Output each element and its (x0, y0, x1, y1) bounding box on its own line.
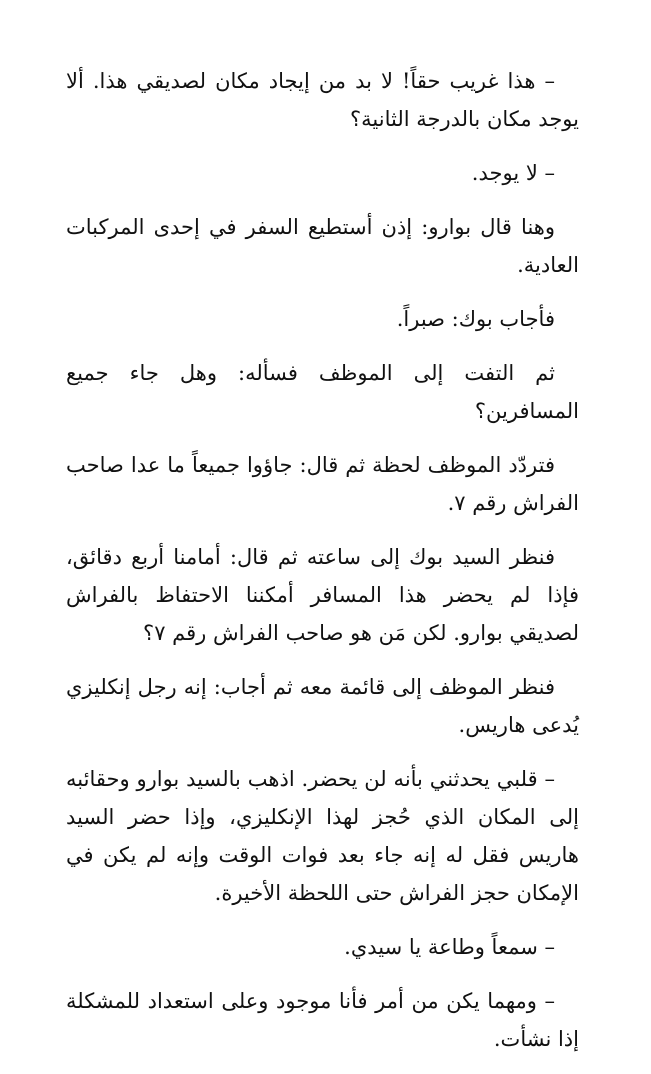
paragraph-2: – لا يوجد. (471, 161, 555, 185)
paragraph-5: ثم التفت إلى الموظف فسأله: وهل جاء جميع المسافرين؟ (66, 361, 579, 423)
paragraph-6: فتردّد الموظف لحظة ثم قال: جاؤوا جميعاً ما عدا صاحب الفراش رقم ٧. (66, 453, 579, 515)
paragraph-8: فنظر الموظف إلى قائمة معه ثم أجاب: إنه رجل إنكليزي يُدعى هاريس. (66, 675, 579, 737)
paragraph-3: وهنا قال بوارو: إذن أستطيع السفر في إحدى المركبات العادية. (66, 215, 579, 277)
paragraph-10: – سمعاً وطاعة يا سيدي. (344, 935, 555, 959)
paragraph-11: – ومهما يكن من أمر فأنا موجود وعلى استعداد للمشكلة إذا نشأت. (66, 989, 579, 1051)
paragraph-1: – هذا غريب حقاً! لا بد من إيجاد مكان لصديقي هذا. ألا يوجد مكان بالدرجة الثانية؟ (66, 69, 579, 131)
paragraph-7: فنظر السيد بوك إلى ساعته ثم قال: أمامنا أربع دقائق، فإذا لم يحضر هذا المسافر أمكننا الاحتفاظ بالفراش لصديقي بوارو. لكن مَن هو صاحب الفراش رقم ٧؟ (66, 545, 579, 645)
book-page (66, 62, 579, 1074)
paragraph-9: – قلبي يحدثني بأنه لن يحضر. اذهب بالسيد بوارو وحقائبه إلى المكان الذي حُجز لهذا الإنكليزي، وإذا حضر السيد هاريس فقل له إنه جاء بعد فوات الوقت وإنه لم يكن في الإمكان حجز الفراش حتى اللحظة الأخيرة. (66, 767, 579, 905)
paragraph-4: فأجاب بوك: صبراً. (396, 307, 555, 331)
